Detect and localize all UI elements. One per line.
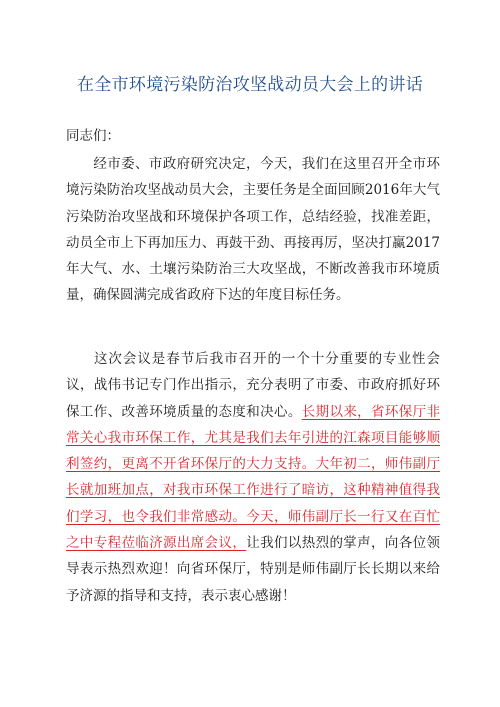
paragraph-2 bbox=[66, 346, 440, 609]
greeting: 同志们： bbox=[66, 128, 120, 144]
paragraph-1 bbox=[66, 151, 440, 309]
highlighted-text: 长期以来，省环保厅非常关心我市环保工作，尤其是我们去年引进的江森项目能够顺利签约，更离不开省环保厅的大力支持。大年初二，师伟副厅长就加班加点，对我市环保工作进行了暗访，这种精神值得我们学习，也令我们非常感动。今天，师伟副厅长一行又在百忙之中专程莅临济源出席会议， bbox=[66, 403, 441, 552]
paragraph-2-tail: 让我们以热烈的掌声，向各位领导表示热烈欢迎！向省环保厅，特别是师伟副厅长长期以来给予济源的指导和支持，表示衷心感谢！ bbox=[66, 535, 440, 604]
paragraph-1-text: 经市委、市政府研究决定，今天，我们在这里召开全市环境污染防治攻坚战动员大会，主要任务是全面回顾2016年大气污染防治攻坚战和环境保护各项工作，总结经验，找准差距，动员全市上下再加压力、再鼓干劲、再接再厉，坚决打赢2017年大气、水、土壤污染防治三大攻坚战，不断改善我市环境质量，确保圆满完成省政府下达的年度目标任务。 bbox=[66, 156, 440, 304]
paragraph-2-text: 这次会议是春节后我市召开的一个十分重要的专业性会议，战伟书记专门作出指示，充分表明了市委、市政府抓好环保工作、改善环境质量的态度和决心。 bbox=[66, 351, 440, 420]
document-title: 在全市环境污染防治攻坚战动员大会上的讲话 bbox=[77, 75, 423, 95]
